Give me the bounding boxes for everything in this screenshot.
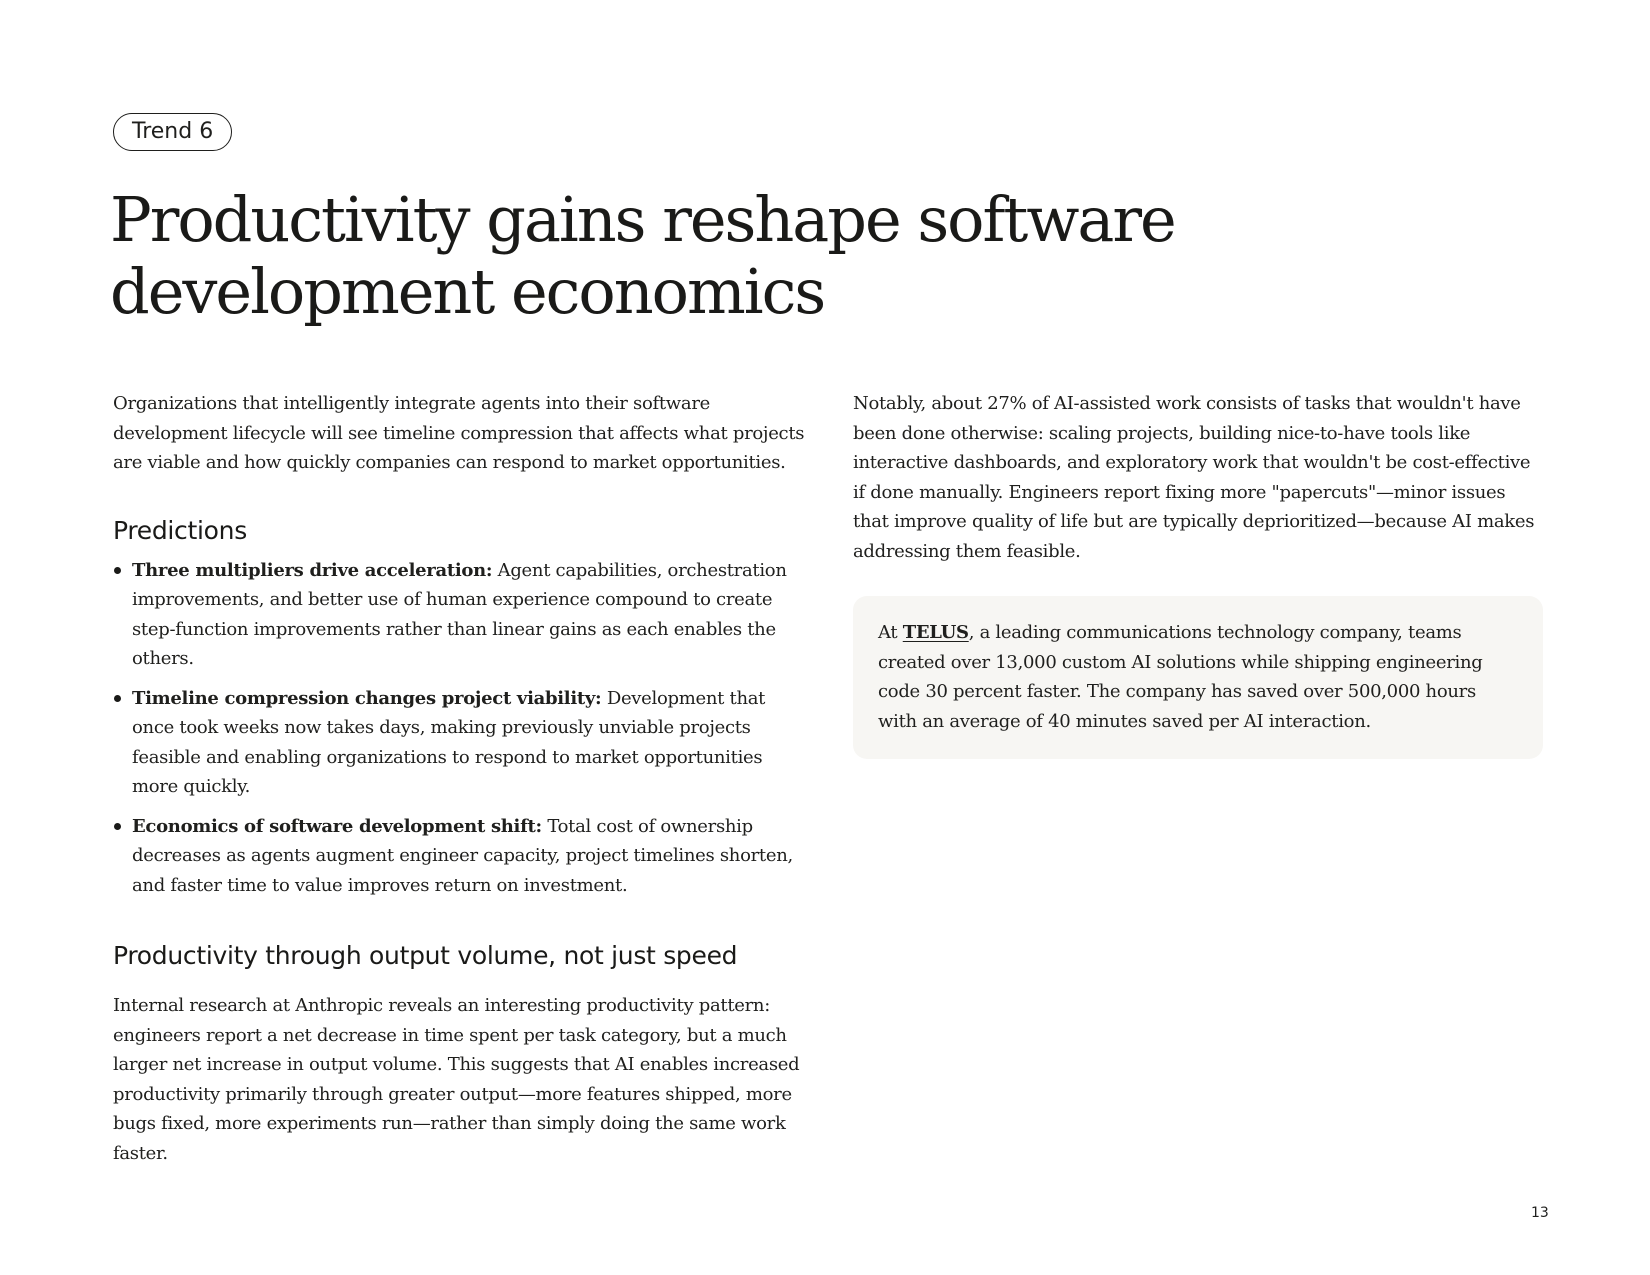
output-volume-paragraph: Internal research at Anthropic reveals an interesting productivity pattern: engineers report a net decrease in time spent per task category, but a much larger net increase in output volume. This suggests that AI enables increased productivity primarily through greater output—more features shipped, more bugs fixed, more experiments run—rather than simply doing the same work faster. [113, 995, 800, 1164]
output-volume-heading: Productivity through output volume, not just speed [113, 941, 738, 970]
bullet-icon [114, 695, 121, 702]
page-title [110, 184, 1310, 328]
bullet-icon [114, 823, 121, 830]
predictions-heading: Predictions [113, 515, 247, 545]
prediction-text: Development that once took weeks now takes days, making previously unviable projects feasible and enabling organizations to respond to market opportunities more quickly. [132, 687, 766, 797]
right-column [853, 389, 1543, 759]
prediction-lead: Three multipliers drive acceleration: [132, 559, 493, 581]
ai-assisted-work-paragraph: Notably, about 27% of AI-assisted work consists of tasks that wouldn't have been done otherwise: scaling projects, building nice-to-have tools like interactive dashboards, and exploratory work that wouldn't be cost-effective if done manually. Engineers report fixing more "papercuts"—minor issues that improve quality of life but are typically deprioritized—because AI makes addressing them feasible. [853, 393, 1535, 562]
trend-tag: Trend 6 [113, 113, 232, 151]
prediction-text: Agent capabilities, orchestration improvements, and better use of human experience compound to create step-function improvements rather than linear gains as each enables the others. [132, 559, 787, 669]
prediction-lead: Economics of software development shift: [132, 815, 542, 837]
left-column [113, 389, 808, 1168]
callout-prefix: At [878, 622, 903, 643]
title-line-1: Productivity gains reshape software [110, 183, 1175, 256]
intro-paragraph: Organizations that intelligently integrate agents into their software development lifecycle will see timeline compression that affects what projects are viable and how quickly companies can respond to market opportunities. [113, 393, 805, 473]
prediction-lead: Timeline compression changes project viability: [132, 687, 602, 709]
bullet-icon [114, 567, 121, 574]
callout-text: , a leading communications technology company, teams created over 13,000 custom AI solutions while shipping engineering code 30 percent faster. The company has saved over 500,000 hours with an average of 40 minutes saved per AI interaction. [878, 622, 1483, 732]
telus-link[interactable]: TELUS [902, 622, 969, 643]
page-number: 13 [1531, 1205, 1549, 1221]
prediction-item [113, 556, 808, 674]
prediction-item [113, 684, 808, 802]
predictions-list [113, 556, 808, 901]
prediction-text: Total cost of ownership decreases as agents augment engineer capacity, project timelines shorten, and faster time to value improves return on investment. [132, 815, 793, 896]
telus-callout [853, 596, 1543, 759]
prediction-item [113, 812, 808, 901]
title-line-2: development economics [110, 255, 825, 328]
